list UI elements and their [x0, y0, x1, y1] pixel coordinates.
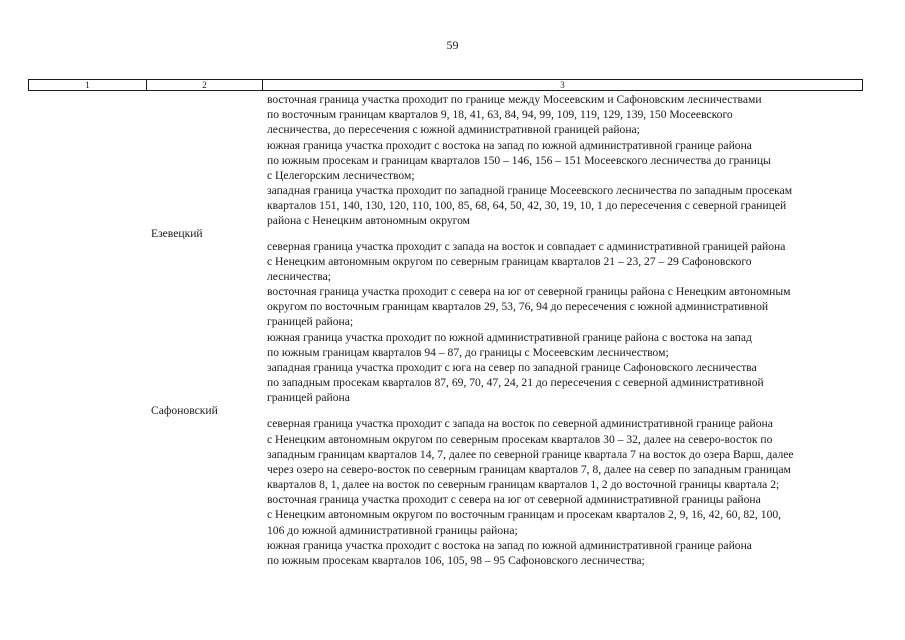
text-line: округом по восточным границам кварталов 29, 53, 76, 94 до пересечения с южной административной [267, 300, 769, 313]
text-line: по южным просекам кварталов 106, 105, 98 – 95 Сафоновского лесничества; [267, 554, 645, 567]
text-line: границей района; [267, 315, 354, 328]
text-line: по южным границам кварталов 94 – 87, до границы с Мосеевским лесничеством; [267, 346, 669, 359]
text-line: с Ненецким автономным округом по восточным границам и просекам кварталов 2, 9, 16, 42, 60, 82, 100, [267, 508, 782, 521]
text-line: западная граница участка проходит с юга на север по западной границе Сафоновского лесничества [267, 361, 757, 374]
text-line: по южным просекам и границам кварталов 150 – 146, 156 – 151 Мосеевского лесничества до границы [267, 154, 771, 167]
text-line: района с Ненецким автономным округом [267, 214, 471, 227]
text-line: северная граница участка проходит с запада на восток по северной административной границе района [267, 417, 773, 430]
column-header-3: 3 [263, 80, 863, 91]
district-name: Сафоновский [151, 404, 218, 417]
text-line: по восточным границам кварталов 9, 18, 41, 63, 84, 94, 99, 109, 119, 129, 139, 150 Мосеевского [267, 108, 733, 121]
text-line: южная граница участка проходит по южной административной границе района с востока на запад [267, 331, 752, 344]
text-line: с Ненецким автономным округом по северным границам кварталов 21 – 23, 27 – 29 Сафоновского [267, 255, 752, 268]
table-header [28, 79, 863, 91]
text-line: границей района [267, 391, 350, 404]
text-line: южная граница участка проходит с востока на запад по южной административной границе района [267, 539, 752, 552]
text-line: восточная граница участка проходит с севера на юг от северной административной границы района [267, 493, 761, 506]
text-line: западным границам кварталов 14, 7, далее по северной границе квартала 7 на восток до озера Варш, далее [267, 448, 794, 461]
text-line: восточная граница участка проходит по границе между Мосеевским и Сафоновским лесничествами [267, 93, 762, 106]
text-line: кварталов 151, 140, 130, 120, 110, 100, 85, 68, 64, 50, 42, 30, 19, 10, 1 до пересечения с северной границей [267, 199, 787, 212]
text-line: северная граница участка проходит с запада на восток и совпадает с административной границей района [267, 240, 786, 253]
text-line: с Целегорским лесничеством; [267, 169, 415, 182]
text-line: лесничества, до пересечения с южной административной границей района; [267, 123, 640, 136]
text-line: кварталов 8, 1, далее на восток по северным границам кварталов 1, 2 до восточной границы квартала 2; [267, 478, 780, 491]
text-line: лесничества; [267, 270, 331, 283]
column-header-1: 1 [29, 80, 147, 91]
text-line: восточная граница участка проходит с севера на юг от северной границы района с Ненецким автономным [267, 285, 791, 298]
text-line: западная граница участка проходит по западной границе Мосеевского лесничества по западным просекам [267, 184, 793, 197]
district-name: Езевецкий [151, 227, 203, 240]
column-header-2: 2 [147, 80, 263, 91]
text-line: с Ненецким автономным округом по северным просекам кварталов 30 – 32, далее на северо-восток по [267, 433, 773, 446]
text-line: через озеро на северо-восток по северным границам кварталов 7, 8, далее на север по западным границам [267, 463, 791, 476]
table-header-row [29, 80, 863, 91]
text-line: южная граница участка проходит с востока на запад по южной административной границе района [267, 139, 752, 152]
page-number: 59 [446, 38, 459, 52]
text-line: 106 до южной административной границы района; [267, 524, 518, 537]
text-line: по западным просекам кварталов 87, 69, 70, 47, 24, 21 до пересечения с северной административной [267, 376, 764, 389]
